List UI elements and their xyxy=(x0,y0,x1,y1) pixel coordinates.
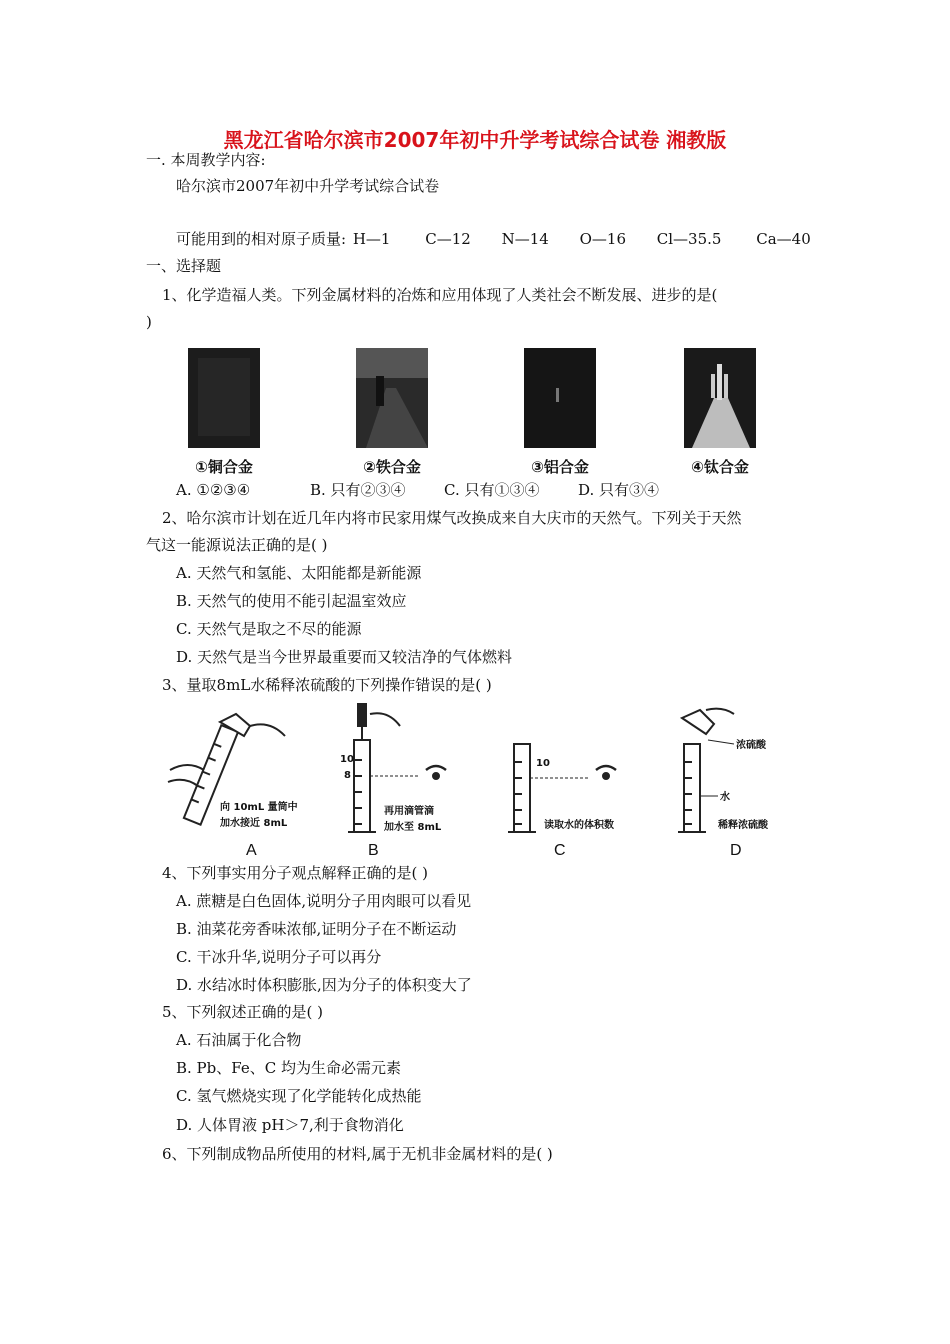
photo-caption-copper: ①铜合金 xyxy=(195,458,253,476)
q3-diagram-row xyxy=(160,700,800,870)
q4-option-d: D. 水结冰时体积膨胀,因为分子的体积变大了 xyxy=(176,976,472,994)
atomic-mass-n: N—14 xyxy=(501,230,549,248)
q5-option-d: D. 人体胃液 pH＞7,利于食物消化 xyxy=(176,1116,404,1134)
q1-stem-close: ) xyxy=(146,313,152,331)
q4-option-a: A. 蔗糖是白色固体,说明分子用肉眼可以看见 xyxy=(176,892,472,910)
q5-option-b: B. Pb、Fe、C 均为生命必需元素 xyxy=(176,1059,401,1077)
diagram-d-water-label: 水 xyxy=(720,792,730,803)
q1-option-c: C. 只有①③④ xyxy=(444,481,540,499)
diagram-a-text1: 向 10mL 量筒中 xyxy=(220,802,298,813)
diagram-letter-d: D xyxy=(730,842,742,859)
diagram-letter-a: A xyxy=(246,842,257,859)
atomic-mass-h: H—1 xyxy=(352,230,391,248)
q4-option-c: C. 干冰升华,说明分子可以再分 xyxy=(176,948,382,966)
copper-alloy-photo xyxy=(188,348,260,448)
q2-option-c: C. 天然气是取之不尽的能源 xyxy=(176,620,362,638)
q1-option-a: A. ①②③④ xyxy=(176,481,251,499)
section-heading-content: 一. 本周教学内容: xyxy=(146,151,266,169)
q5-stem: 5、下列叙述正确的是( ) xyxy=(162,1003,324,1021)
diagram-b-tick-8: 8 xyxy=(344,770,351,781)
q4-stem: 4、下列事实用分子观点解释正确的是( ) xyxy=(162,864,429,882)
q1-option-b: B. 只有②③④ xyxy=(310,481,406,499)
q2-option-a: A. 天然气和氢能、太阳能都是新能源 xyxy=(176,564,422,582)
diagram-d-text: 稀释浓硫酸 xyxy=(718,820,768,831)
diagram-c-text: 读取水的体积数 xyxy=(544,820,614,831)
exam-subtitle: 哈尔滨市2007年初中升学考试综合试卷 xyxy=(176,177,440,195)
iron-alloy-photo xyxy=(356,348,428,448)
q3-stem: 3、量取8mL水稀释浓硫酸的下列操作错误的是( ) xyxy=(162,676,492,694)
diagram-b-dropper xyxy=(340,700,490,840)
photo-caption-titanium: ④钛合金 xyxy=(691,458,749,476)
document-title: 黑龙江省哈尔滨市2007年初中升学考试综合试卷 湘教版 xyxy=(223,128,727,152)
atomic-mass-o: O—16 xyxy=(579,230,626,248)
diagram-d-acid-label: 浓硫酸 xyxy=(736,740,766,751)
q1-stem: 1、化学造福人类。下列金属材料的冶炼和应用体现了人类社会不断发展、进步的是( xyxy=(162,286,718,304)
q2-stem-cont: 气这一能源说法正确的是( ) xyxy=(146,536,328,554)
diagram-b-tick-10: 10 xyxy=(340,754,354,765)
diagram-b-text2: 加水至 8mL xyxy=(384,822,442,833)
q2-option-d: D. 天然气是当今世界最重要而又较洁净的气体燃料 xyxy=(176,648,513,666)
titanium-alloy-photo xyxy=(684,348,756,448)
diagram-a-text2: 加水接近 8mL xyxy=(220,818,288,829)
q6-stem: 6、下列制成物品所使用的材料,属于无机非金属材料的是( ) xyxy=(162,1145,553,1163)
diagram-letter-c: C xyxy=(554,842,566,859)
q1-photo-row xyxy=(186,348,766,478)
photo-caption-aluminum: ③铝合金 xyxy=(531,458,589,476)
atomic-mass-ca: Ca—40 xyxy=(756,230,811,248)
diagram-c-reading xyxy=(500,700,660,840)
q1-option-d: D. 只有③④ xyxy=(578,481,660,499)
q2-option-b: B. 天然气的使用不能引起温室效应 xyxy=(176,592,407,610)
diagram-a-tilted-cylinder xyxy=(160,700,310,840)
photo-caption-iron: ②铁合金 xyxy=(363,458,421,476)
diagram-b-text1: 再用滴管滴 xyxy=(384,806,434,817)
atomic-mass-line xyxy=(176,229,811,249)
q5-option-a: A. 石油属于化合物 xyxy=(176,1031,302,1049)
q2-stem: 2、哈尔滨市计划在近几年内将市民家用煤气改换成来自大庆市的天然气。下列关于天然 xyxy=(162,509,742,527)
atomic-mass-cl: Cl—35.5 xyxy=(656,230,722,248)
diagram-c-tick-10: 10 xyxy=(536,758,550,769)
atomic-mass-c: C—12 xyxy=(425,230,471,248)
diagram-d-dilution xyxy=(670,700,800,840)
aluminum-alloy-photo xyxy=(524,348,596,448)
section-heading-choice: 一、选择题 xyxy=(146,257,222,275)
atomic-mass-label: 可能用到的相对原子质量: xyxy=(176,230,347,248)
q4-option-b: B. 油菜花旁香味浓郁,证明分子在不断运动 xyxy=(176,920,457,938)
diagram-letter-b: B xyxy=(368,842,379,859)
q5-option-c: C. 氢气燃烧实现了化学能转化成热能 xyxy=(176,1087,422,1105)
